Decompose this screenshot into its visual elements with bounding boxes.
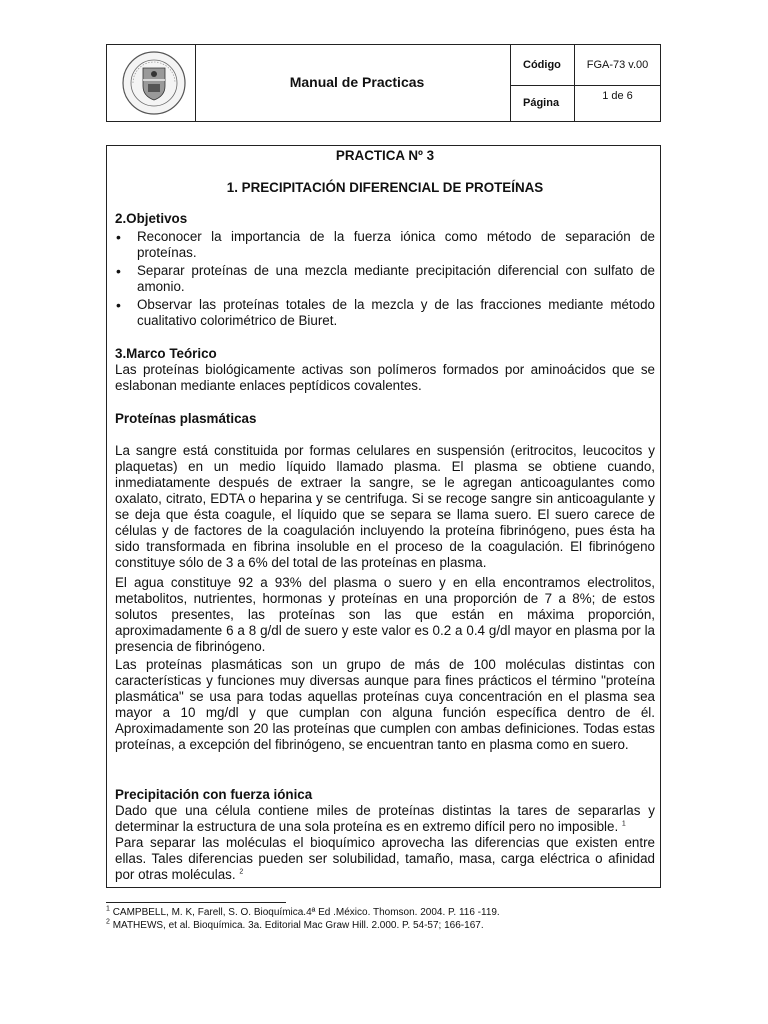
paragraph: Las proteínas plasmáticas son un grupo de más de 100 moléculas distintas con características y funciones muy diversas aunque para fines prácticos el término "proteína plasmática" se usa para todas aquellas proteínas cuya concentración en el plasma sea mayor a 10 mg/dl y que cumplan con alguna función específica dentro de él. Aproximadamente son 20 las proteínas que cumplen con ambas definiciones. Todas estas proteínas, a excepción del fibrinógeno, se encuentran tanto en plasma como en suero. xyxy=(115,657,655,752)
objective-item: Reconocer la importancia de la fuerza iónica como método de separación de proteínas. xyxy=(137,229,655,260)
document-header xyxy=(106,44,661,122)
paragraph: El agua constituye 92 a 93% del plasma o suero y en ella encontramos electrolitos, metabolitos, nutrientes, hormonas y proteínas en una proporción de 7 a 8%; de estos solutos presentes, las proteínas son las que están en máxima proporción, aproximadamente 6 a 8 g/dl de suero y este valor es 0.2 a 0.4 g/dl mayor en plasma por la presencia de fibrinógeno. xyxy=(115,575,655,654)
paragraph: Para separar las moléculas el bioquímico aprovecha las diferencias que existen entre ellas. Tales diferencias pueden ser solubilidad, tamaño, masa, carga eléctrica o afinidad por otras moléculas. $^2$ xyxy=(115,835,655,882)
code-label: Código xyxy=(523,59,561,71)
footnote: $^1$ CAMPBELL, M. K, Farell, S. O. Bioquímica.4ª Ed .México. Thomson. 2004. P. 116 -119. xyxy=(106,905,500,918)
objectives-heading: 2.Objetivos xyxy=(115,211,188,226)
paragraph: La sangre está constituida por formas celulares en suspensión (eritrocitos, leucocitos y plaquetas) en un medio líquido llamado plasma. El plasma se obtiene cuando, inmediatamente después de extraer la sangre, se le agregan anticoagulantes como oxalato, citrato, EDTA o heparina y se centrifuga. Si se recoge sangre sin anticoagulante y se deja que ésta coagule, el líquido que se separa se llama suero. El suero carece de células y de factores de la coagulación incluyendo la proteína fibrinógeno, pues ésta ha sido transformada en fibrina insoluble en el proceso de la coagulación. El fibrinógeno constituye sólo de 3 a 6% del total de las proteínas en plasma. xyxy=(115,443,655,570)
theory-intro: Las proteínas biológicamente activas son polímeros formados por aminoácidos que se eslabonan mediante enlaces peptídicos covalentes. xyxy=(115,362,655,393)
plasma-proteins-heading: Proteínas plasmáticas xyxy=(115,411,257,426)
ionic-precipitation-heading: Precipitación con fuerza iónica xyxy=(115,787,313,802)
practice-title: 1. PRECIPITACIÓN DIFERENCIAL DE PROTEÍNAS xyxy=(226,180,544,195)
objective-item: Observar las proteínas totales de la mezcla y de las fracciones mediante método cualitativo colorimétrico de Biuret. xyxy=(137,297,655,328)
paragraph: Dado que una célula contiene miles de proteínas distintas la tares de separarlas y determinar la estructura de una sola proteína es en extremo difícil pero no imposible. $^1$ xyxy=(115,803,655,834)
page-label: Página xyxy=(523,97,560,109)
theory-heading: 3.Marco Teórico xyxy=(115,346,217,361)
university-seal-logo xyxy=(121,50,187,116)
bullet-icon: • xyxy=(116,297,121,313)
footnote-ref: 1 xyxy=(621,820,626,828)
footnote-divider xyxy=(106,902,286,903)
manual-title: Manual de Practicas xyxy=(289,74,425,90)
practice-heading: PRACTICA Nº 3 xyxy=(335,148,435,163)
footnote: $^2$ MATHEWS, et al. Bioquímica. 3a. Editorial Mac Graw Hill. 2.000. P. 54-57; 166-167. xyxy=(106,918,484,931)
bullet-icon: • xyxy=(116,229,121,245)
page-value: 1 de 6 xyxy=(602,90,633,102)
code-value: FGA-73 v.00 xyxy=(586,59,649,71)
bullet-icon: • xyxy=(116,263,121,279)
footnote-ref: 2 xyxy=(239,868,244,876)
objective-item: Separar proteínas de una mezcla mediante precipitación diferencial con sulfato de amonio. xyxy=(137,263,655,294)
